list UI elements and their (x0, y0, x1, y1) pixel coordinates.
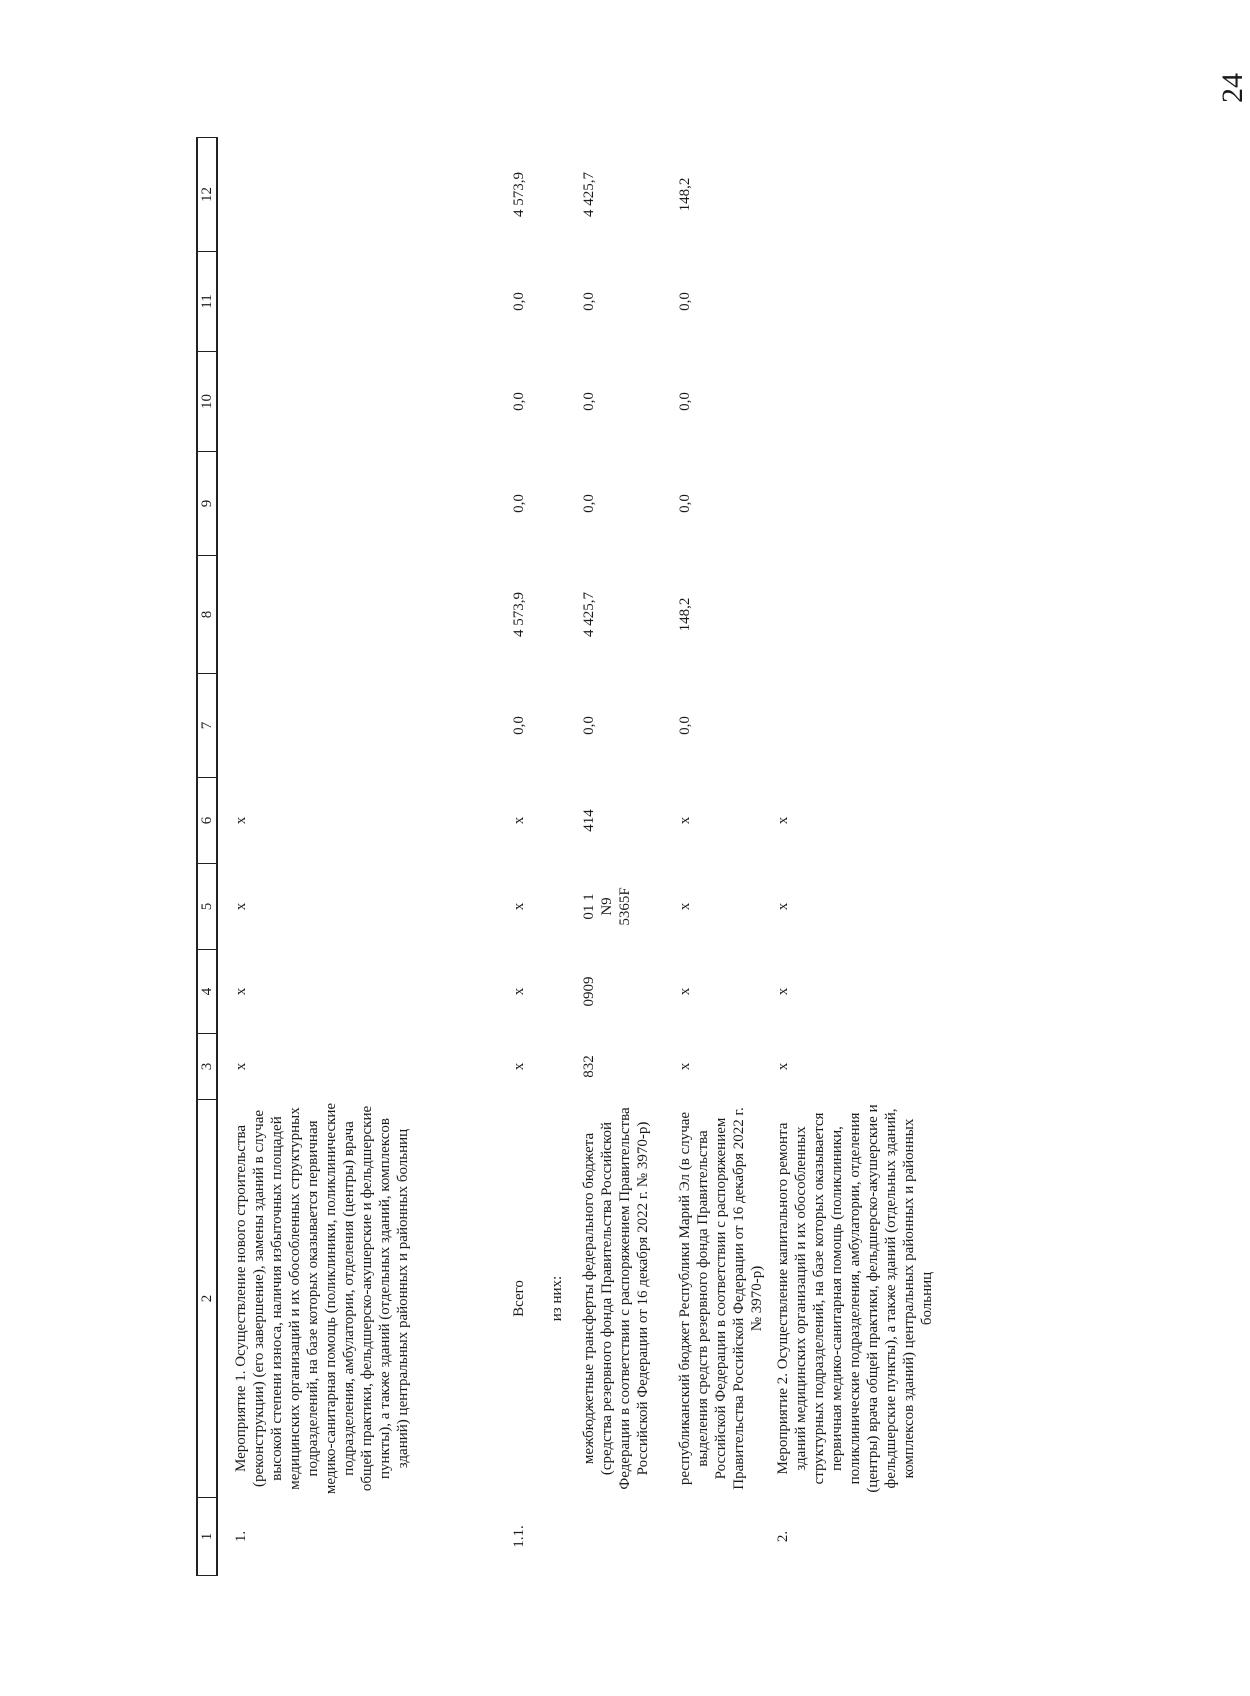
cell-col12 (217, 138, 494, 252)
cell-col4: x (511, 987, 527, 996)
cell-col6: x (233, 816, 249, 825)
cell-col4: x (677, 987, 693, 996)
cell-col11 (774, 252, 954, 352)
cell-col8 (217, 556, 494, 674)
cell-col6 (548, 778, 580, 864)
page-number: 24 (1216, 73, 1249, 103)
code-line: 01 1 (581, 893, 597, 920)
table-row (548, 138, 580, 1576)
cell-col7 (548, 674, 580, 778)
row-description: Мероприятие 1. Осуществление нового строительства (реконструкции) (его завершение), замены зданий в случае высокой степени износа, наличия избыточных площадей медицинских организаций и их обособленных структурных подразделений, на базе которых оказывается первичная медико-санитарная помощь (поликлиники, поликлинические подразделения, амбулатории, отделения (центры) врача общей практики, фельдшерско-акушерские и фельдшерские пункты), а также зданий (отдельных зданий, комплексов зданий) центральных районных и районных больниц (233, 1102, 411, 1495)
header-cell: 2 (197, 1100, 217, 1498)
header-cell: 4 (197, 950, 217, 1034)
cell-col5 (580, 864, 676, 950)
cell-col4: x (233, 987, 249, 996)
cell-col4: 0909 (581, 976, 597, 1007)
cell-col11 (217, 252, 494, 352)
header-cell: 6 (197, 778, 217, 864)
cell-col12 (548, 138, 580, 252)
cell-col10 (217, 352, 494, 452)
cell-col7 (217, 674, 494, 778)
row-number (548, 1498, 580, 1576)
cell-col8: 148,2 (677, 597, 693, 632)
header-cell: 1 (197, 1498, 217, 1576)
cell-col8: 4 425,7 (581, 592, 597, 637)
row-number (580, 1498, 676, 1576)
row-description: межбюджетные трансферты федерального бюджета (средства резервного фонда Правительства Российской Федерации в соответствии с распоряжением Правительства Российской Федерации от 16 декабря 2022 г. № 3970-р) (581, 1107, 651, 1490)
cell-col5: x (677, 902, 693, 911)
cell-col11: 0,0 (511, 292, 527, 311)
header-cell: 9 (197, 452, 217, 556)
cell-col3: x (677, 1062, 693, 1071)
cell-col3: 832 (581, 1055, 597, 1078)
header-cell: 8 (197, 556, 217, 674)
cell-col4 (548, 950, 580, 1034)
cell-col9: 0,0 (511, 494, 527, 513)
cell-col3: x (775, 1062, 791, 1071)
row-description: Мероприятие 2. Осуществление капитального ремонта зданий медицинских организаций и их обособленных структурных подразделений, на базе которых оказывается первичная медико-санитарная помощь (поликлиники, поликлинические подразделения, амбулатории, отделения (центры) врача общей практики, фельдшерско-акушерские и фельдшерские пункты), а также зданий (отдельных зданий, комплексов зданий) центральных районных и районных больниц (775, 1104, 935, 1493)
header-cell: 11 (197, 252, 217, 352)
cell-col6: x (677, 816, 693, 825)
cell-col10: 0,0 (511, 392, 527, 411)
row-number: 1. (233, 1530, 249, 1543)
cell-col5: x (233, 902, 249, 911)
header-cell: 5 (197, 864, 217, 950)
cell-col3: x (233, 1062, 249, 1071)
cell-col11: 0,0 (677, 292, 693, 311)
cell-col5 (548, 864, 580, 950)
cell-col9 (217, 452, 494, 556)
cell-col9 (774, 452, 954, 556)
cell-col11: 0,0 (581, 292, 597, 311)
cell-col9: 0,0 (677, 494, 693, 513)
cell-col10 (548, 352, 580, 452)
cell-col12: 148,2 (677, 177, 693, 212)
header-row (197, 138, 217, 1576)
cell-col3: x (511, 1062, 527, 1071)
cell-col5: x (511, 902, 527, 911)
row-description: Всего (511, 1280, 527, 1317)
cell-col9 (548, 452, 580, 556)
cell-col4: x (775, 987, 791, 996)
header-cell: 10 (197, 352, 217, 452)
row-number: 2. (775, 1530, 791, 1543)
table-row (676, 138, 774, 1576)
header-cell: 7 (197, 674, 217, 778)
header-cell: 3 (197, 1034, 217, 1100)
cell-col12: 4 573,9 (511, 172, 527, 217)
row-number: 1.1. (511, 1525, 527, 1548)
cell-col7 (774, 674, 954, 778)
cell-col5: x (775, 902, 791, 911)
cell-col11 (548, 252, 580, 352)
cell-col6: x (511, 816, 527, 825)
cell-col10: 0,0 (677, 392, 693, 411)
header-cell: 12 (197, 138, 217, 252)
cell-col9: 0,0 (581, 494, 597, 513)
code-line: N9 (599, 897, 615, 916)
row-description: из них: (549, 1275, 565, 1322)
row-number (676, 1498, 774, 1576)
cell-col7: 0,0 (677, 716, 693, 735)
rotated-table-region (196, 136, 996, 1576)
table-row (774, 138, 954, 1576)
table-row (494, 138, 548, 1576)
code-line: 5365F (617, 887, 633, 926)
cell-col10: 0,0 (581, 392, 597, 411)
cell-col3 (548, 1034, 580, 1100)
cell-col7: 0,0 (581, 716, 597, 735)
cell-col8 (548, 556, 580, 674)
row-description: республиканский бюджет Республики Марий Эл (в случае выделения средств резервного фонда Правительства Российской Федерации в соответствии с распоряжением Правительства Российской Федерации от 16 декабря 2022 г. № 3970-р) (677, 1107, 765, 1490)
cell-col8: 4 573,9 (511, 592, 527, 637)
cell-col8 (774, 556, 954, 674)
cell-col12 (774, 138, 954, 252)
table-row (217, 138, 494, 1576)
cell-col7: 0,0 (511, 716, 527, 735)
cell-col6: x (775, 816, 791, 825)
cell-col10 (774, 352, 954, 452)
budget-table (196, 137, 954, 1576)
cell-col6: 414 (581, 809, 597, 832)
cell-col12: 4 425,7 (581, 172, 597, 217)
table-row (580, 138, 676, 1576)
